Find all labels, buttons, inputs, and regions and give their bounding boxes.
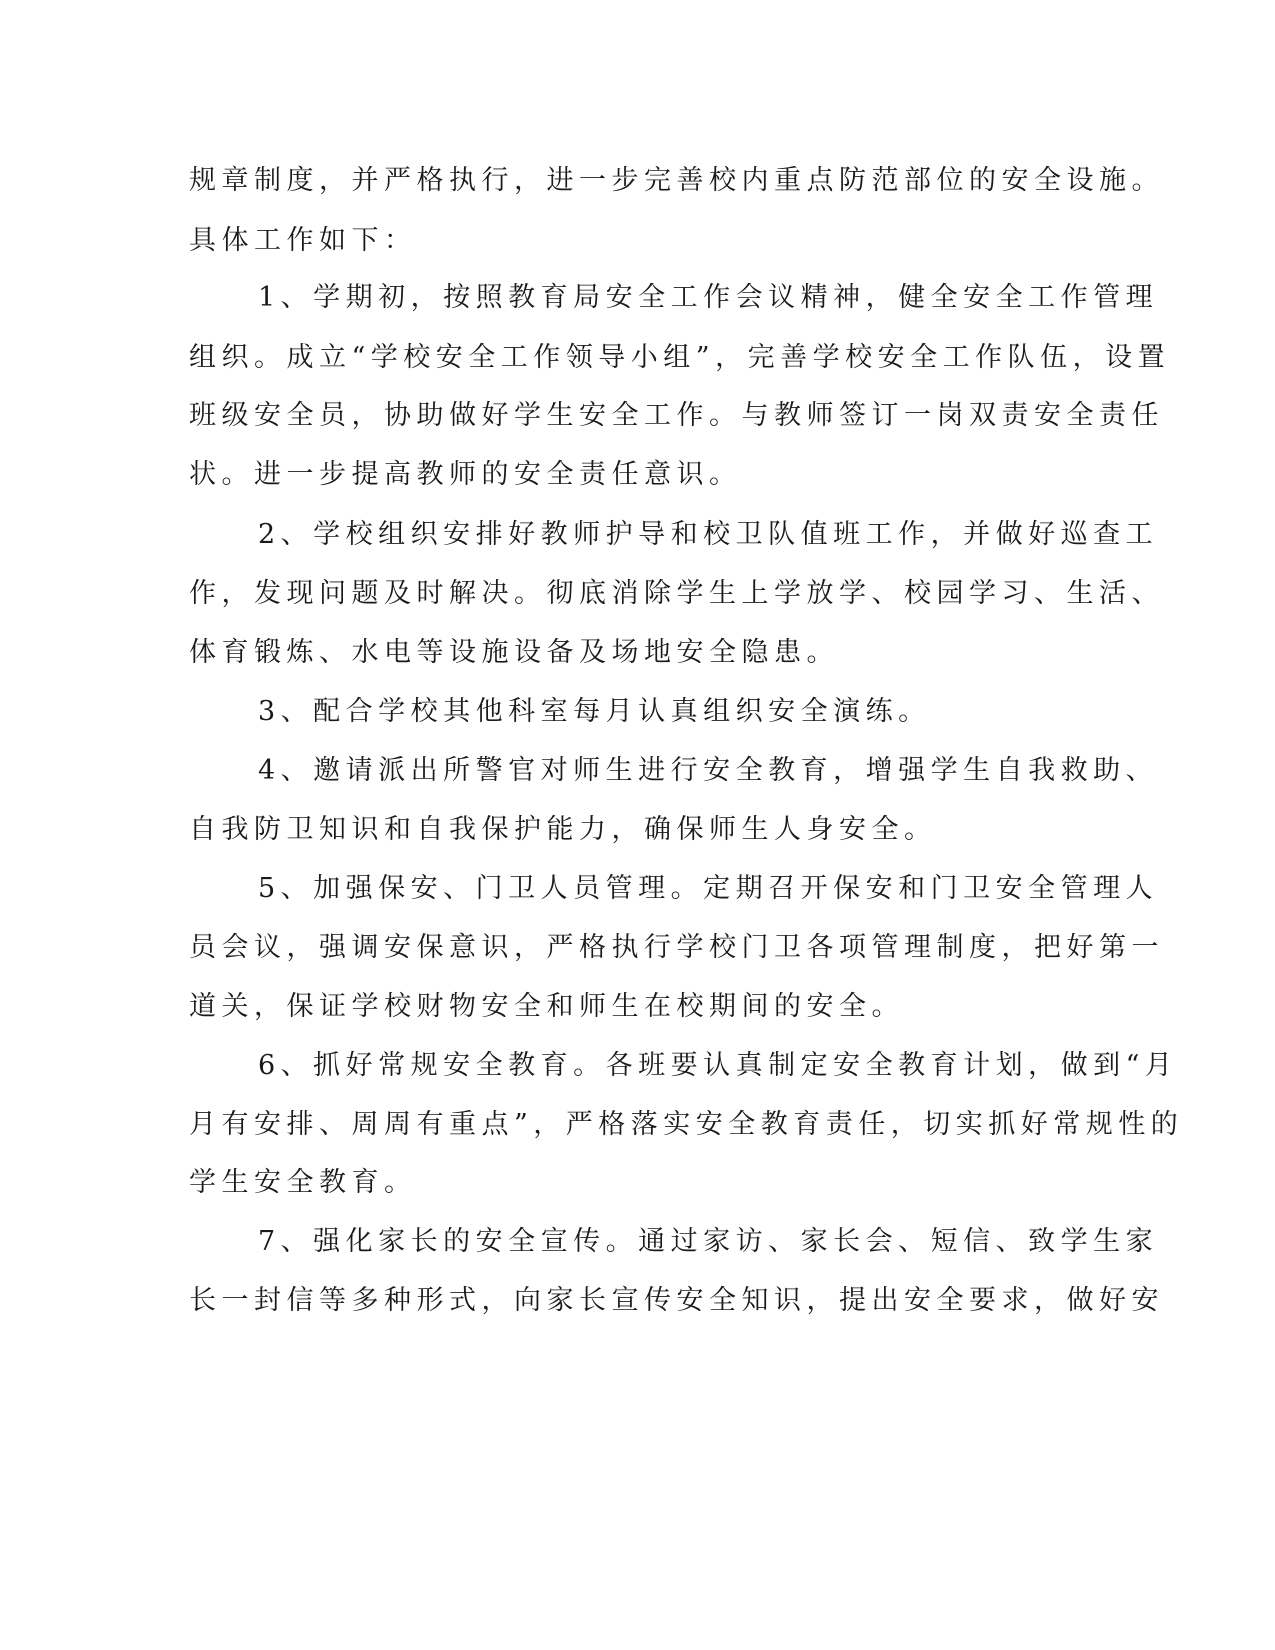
list-item-6-line: 月有安排、周周有重点”，严格落实安全教育责任，切实抓好常规性的 xyxy=(189,1109,1184,1140)
list-item-1-line: 班级安全员，协助做好学生安全工作。与教师签订一岗双责安全责任 xyxy=(189,400,1164,431)
list-item-6-line: 6、抓好常规安全教育。各班要认真制定安全教育计划，做到“月 xyxy=(258,1050,1178,1081)
list-item-1-line: 1、学期初，按照教育局安全工作会议精神，健全安全工作管理 xyxy=(258,282,1159,313)
list-item-3-line: 3、配合学校其他科室每月认真组织安全演练。 xyxy=(258,696,931,727)
list-item-1-line: 状。进一步提高教师的安全责任意识。 xyxy=(189,459,742,490)
list-item-7-line: 长一封信等多种形式，向家长宣传安全知识，提出安全要求，做好安 xyxy=(189,1285,1164,1316)
list-item-1-line: 组织。成立“学校安全工作领导小组”，完善学校安全工作队伍，设置 xyxy=(189,342,1171,373)
list-item-5-line: 5、加强保安、门卫人员管理。定期召开保安和门卫安全管理人 xyxy=(258,873,1159,904)
list-item-5-line: 员会议，强调安保意识，严格执行学校门卫各项管理制度，把好第一 xyxy=(189,932,1164,963)
list-item-2-line: 体育锻炼、水电等设施设备及场地安全隐患。 xyxy=(189,637,839,668)
list-item-2-line: 2、学校组织安排好教师护导和校卫队值班工作，并做好巡查工 xyxy=(258,519,1159,550)
list-item-6-line: 学生安全教育。 xyxy=(189,1167,417,1198)
paragraph-line: 规章制度，并严格执行，进一步完善校内重点防范部位的安全设施。 xyxy=(189,165,1164,196)
list-item-2-line: 作，发现问题及时解决。彻底消除学生上学放学、校园学习、生活、 xyxy=(189,578,1164,609)
list-item-7-line: 7、强化家长的安全宣传。通过家访、家长会、短信、致学生家 xyxy=(258,1226,1159,1257)
paragraph-line: 具体工作如下： xyxy=(189,225,417,256)
list-item-5-line: 道关，保证学校财物安全和师生在校期间的安全。 xyxy=(189,991,904,1022)
list-item-4-line: 自我防卫知识和自我保护能力，确保师生人身安全。 xyxy=(189,814,937,845)
list-item-4-line: 4、邀请派出所警官对师生进行安全教育，增强学生自我救助、 xyxy=(258,755,1159,786)
